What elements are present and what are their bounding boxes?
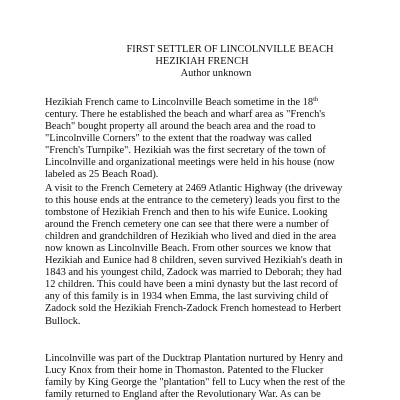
document-subtitle: HEZIKIAH FRENCH	[155, 56, 249, 67]
paragraph-line: 1843 and his youngest child, Zadock was married to Deborah; they had	[45, 267, 342, 279]
document-header	[0, 44, 400, 80]
line-text: Hezikiah French came to Lincolnville Beach sometime in the 18	[45, 97, 314, 108]
paragraph-line: labeled as 25 Beach Road).	[45, 169, 159, 181]
paragraph-line: children and grandchildren of Hezikiah who lived and died in the area	[45, 231, 337, 243]
paragraph-line: A visit to the French Cemetery at 2469 Atlantic Highway (the driveway	[45, 183, 343, 194]
document-title: FIRST SETTLER OF LINCOLNVILLE BEACH	[126, 44, 334, 55]
paragraph-line: Bullock.	[45, 315, 81, 327]
paragraph-line: family by King George the "plantation" fell to Lucy when the rest of the	[45, 377, 346, 389]
paragraph-line: tombstone of Hezikiah French and then to his wife Eunice. Looking	[45, 207, 328, 219]
paragraph-line: Beach" bought property all around the beach area and the road to	[45, 121, 316, 133]
paragraph-line: Zadock sold the Hezikiah French-Zadock French homestead to Herbert	[45, 303, 342, 315]
paragraph-line: Lincolnville was part of the Ducktrap Plantation nurtured by Henry and	[45, 353, 343, 364]
paragraph-3	[45, 353, 385, 400]
paragraph-line: 12 children. This could have been a mini dynasty but the last record of	[45, 279, 338, 291]
ordinal-suffix: th	[313, 96, 319, 103]
paragraph-line: any of this family is in 1934 when Emma, the last surviving child of	[45, 291, 329, 303]
paragraph-line: around the French cemetery one can see that there were a number of	[45, 219, 329, 231]
paragraph-1	[45, 97, 385, 181]
paragraph-line: Hezikiah and Eunice had 8 children, seven survived Hezikiah's death in	[45, 255, 343, 267]
paragraph-line: "French's Turnpike". Hezikiah was the first secretary of the town of	[45, 145, 326, 157]
paragraph-line: century. There he established the beach and wharf area as "French's	[45, 109, 326, 121]
paragraph-line: to this house ends at the entrance to the cemetery) leads you first to the	[45, 195, 340, 207]
paragraph-2	[45, 183, 385, 328]
document-author: Author unknown	[180, 68, 252, 79]
paragraph-line	[45, 97, 385, 109]
paragraph-line: Lincolnville and organizational meetings were held in his house (now	[45, 157, 335, 169]
paragraph-line: now known as Lincolnville Beach. From other sources we know that	[45, 243, 331, 255]
paragraph-line: family returned to England after the Revolutionary War. As can be	[45, 389, 321, 400]
paragraph-line: Lucy Knox from their home in Thomaston. Patented to the Flucker	[45, 365, 324, 377]
paragraph-line: "Lincolnville Corners" to the extent that the roadway was called	[45, 133, 312, 145]
